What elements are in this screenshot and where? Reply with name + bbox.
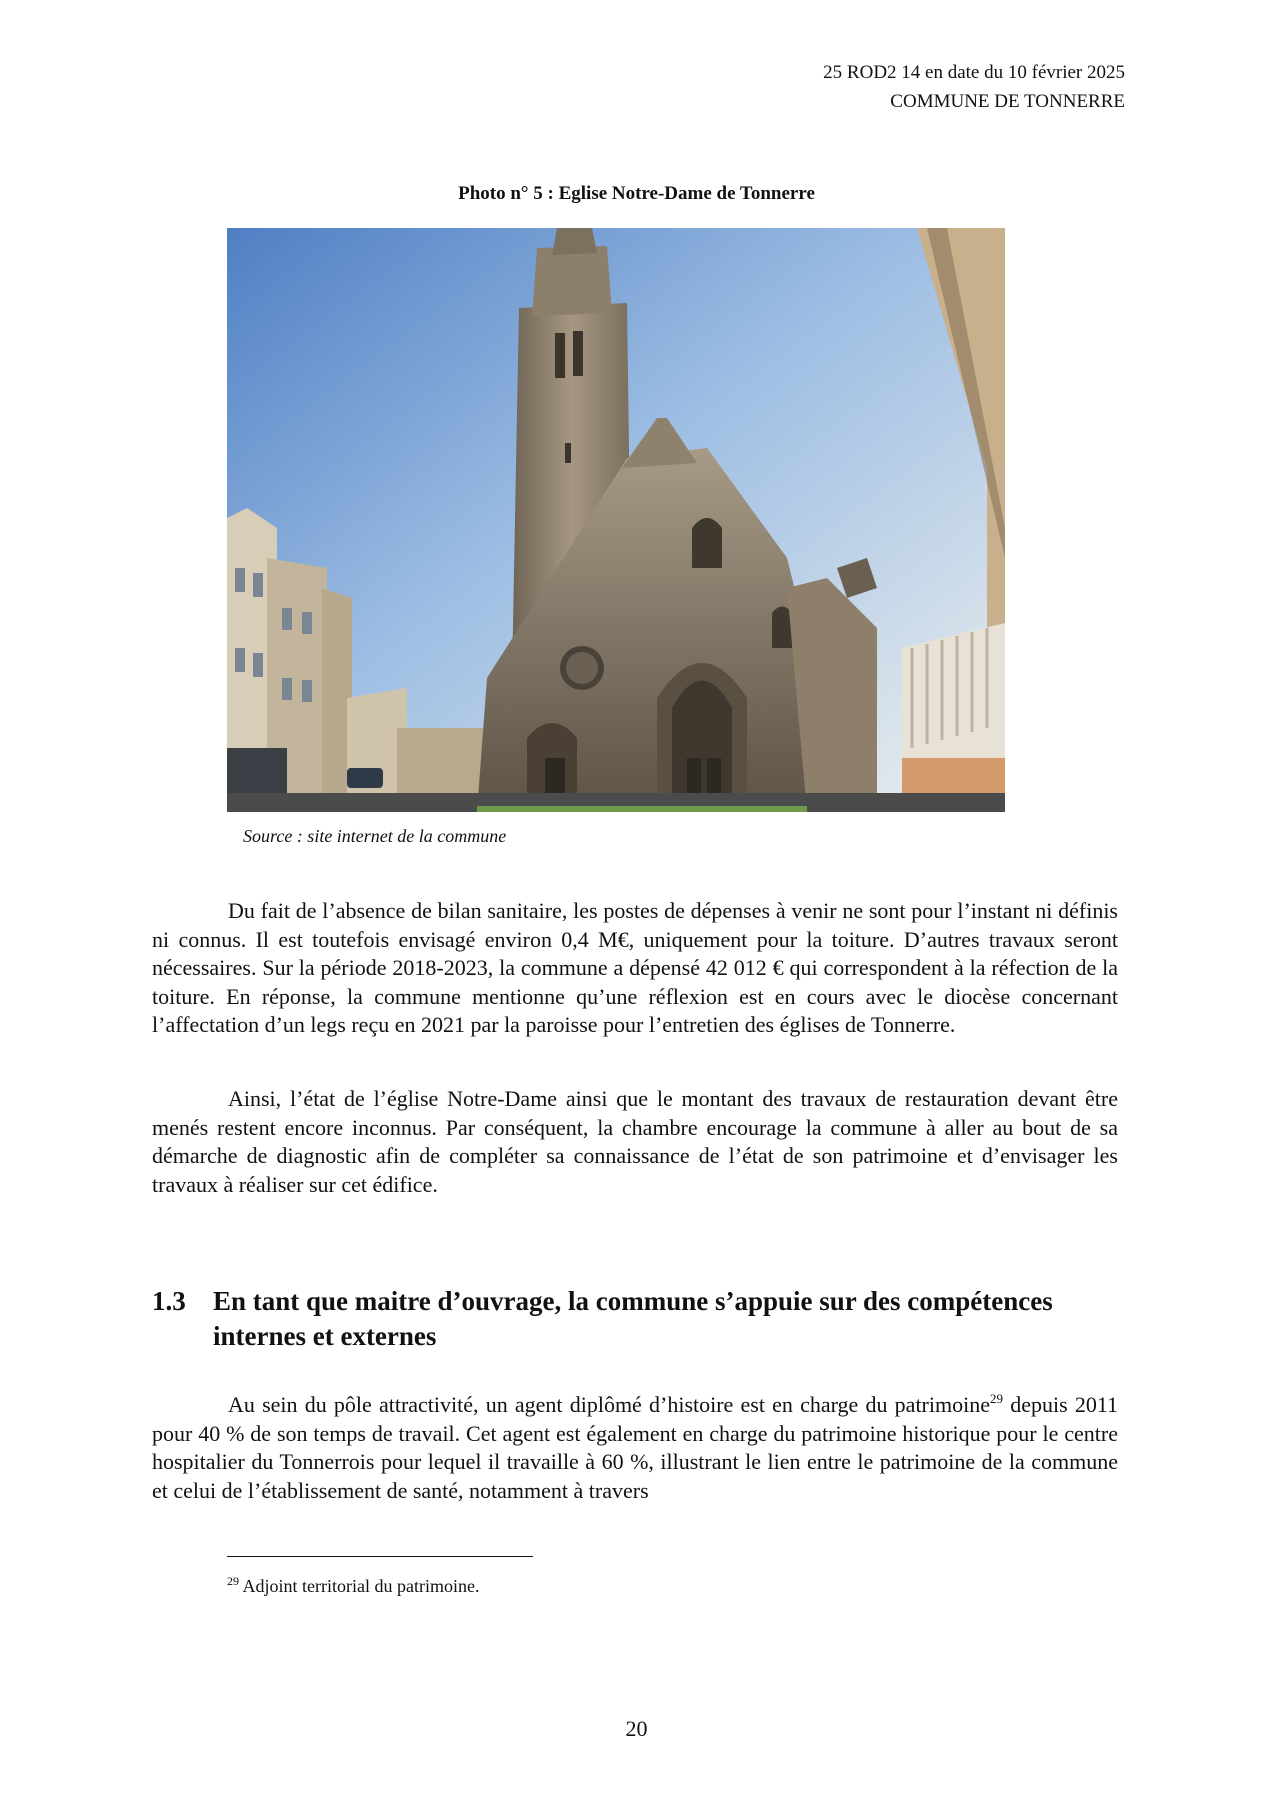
section-number: 1.3 xyxy=(152,1286,186,1316)
section-title: En tant que maitre d’ouvrage, la commune s’appuie sur des compétences internes et externes xyxy=(213,1286,1053,1351)
paragraph-agent-text-start: Au sein du pôle attractivité, un agent diplômé d’histoire est en charge du patrimoine xyxy=(228,1392,990,1417)
paragraph-agent xyxy=(152,1391,1118,1505)
paragraph-budget-text: Du fait de l’absence de bilan sanitaire, les postes de dépenses à venir ne sont pour l’instant ni définis ni connus. Il est toutefois envisagé environ 0,4 M€, uniquement pour la toiture. D’autres travaux seront nécessaires. Sur la période 2018-2023, la commune a dépensé 42 012 € qui correspondent à la réfection de la toiture. En réponse, la commune mentionne qu’une réflexion est en cours avec le diocèse concernant l’affectation d’un legs reçu en 2021 par la paroisse pour l’entretien des églises de Tonnerre. xyxy=(152,898,1118,1038)
commune-name: COMMUNE DE TONNERRE xyxy=(890,91,1125,112)
page-number: 20 xyxy=(625,1716,648,1741)
paragraph-budget xyxy=(152,897,1118,1040)
report-reference: 25 ROD2 14 en date du 10 février 2025 xyxy=(823,62,1125,83)
footnote-divider xyxy=(227,1556,533,1557)
paragraph-conclusion xyxy=(152,1085,1118,1199)
footnote-text: Adjoint territorial du patrimoine. xyxy=(239,1576,480,1596)
photo-caption-title: Photo n° 5 : Eglise Notre-Dame de Tonnerre xyxy=(458,183,815,204)
photo-source: Source : site internet de la commune xyxy=(243,826,507,846)
paragraph-agent-text-end: depuis 2011 pour 40 % de son temps de travail. Cet agent est également en charge du patrimoine historique pour le centre hospitalier du Tonnerrois pour lequel il travaille à 60 %, illustrant le lien entre le patrimoine de la commune et celui de l’établissement de santé, notamment à travers xyxy=(152,1392,1118,1503)
church-photo xyxy=(227,228,1005,812)
footnote xyxy=(227,1576,479,1597)
paragraph-conclusion-text: Ainsi, l’état de l’église Notre-Dame ainsi que le montant des travaux de restauration devant être menés restent encore inconnus. Par conséquent, la chambre encourage la commune à aller au bout de sa démarche de diagnostic afin de compléter sa connaissance de l’état de son patrimoine et d’envisager les travaux à réaliser sur cet édifice. xyxy=(152,1086,1118,1197)
page-header xyxy=(823,58,1125,116)
footnote-reference[interactable]: 29 xyxy=(990,1391,1003,1406)
section-heading xyxy=(152,1284,1118,1354)
footnote-number: 29 xyxy=(227,1574,239,1588)
